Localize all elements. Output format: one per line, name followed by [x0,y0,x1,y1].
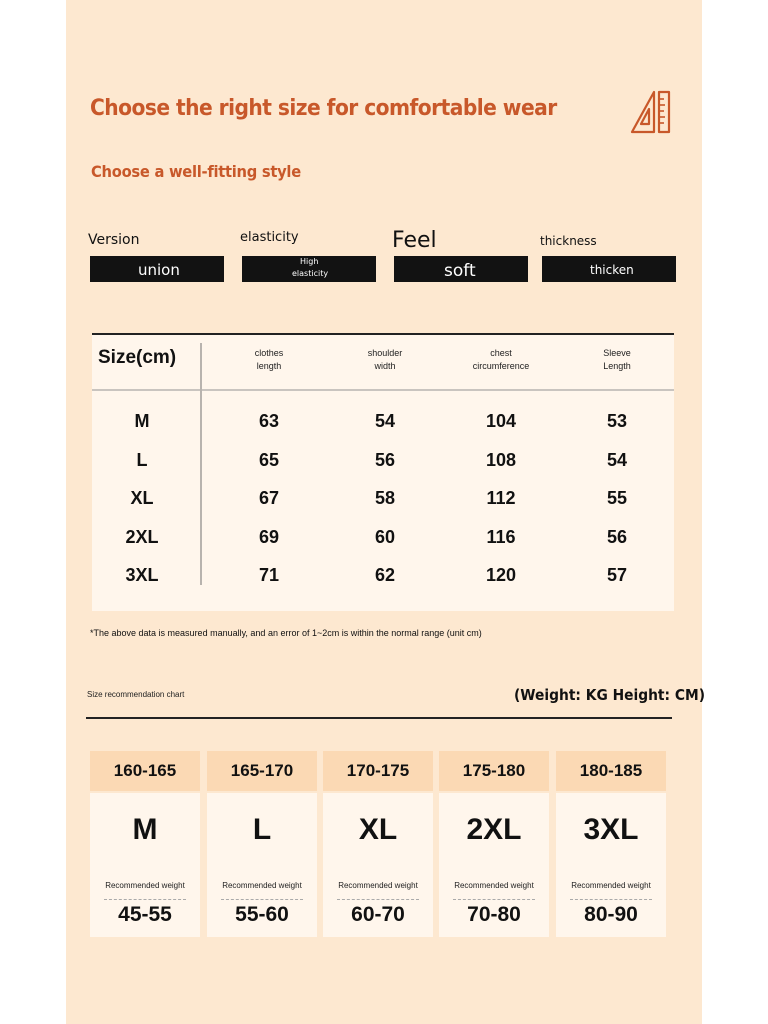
feature-value: thicken [590,263,634,277]
weight-caption: Recommended weight [454,881,534,890]
size-guide-page [66,0,706,1024]
value-cell: 54 [606,450,628,470]
dashed-divider [104,899,186,900]
value-cell: 57 [606,565,628,585]
page-title: Choose the right size for comfortable wear [90,96,557,121]
height-range: 175-180 [439,751,549,791]
table-top-rule [92,333,674,335]
card-body [90,793,200,937]
weight-caption: Recommended weight [222,881,302,890]
dashed-divider [453,899,535,900]
feature-label: Version [88,232,140,248]
column-header-line1: shoulder [367,348,403,358]
feature-feel [392,228,528,288]
value-cell: 112 [486,488,516,508]
height-range: 170-175 [323,751,433,791]
height-range: 160-165 [90,751,200,791]
weight-range: 80-90 [584,903,638,926]
column-header-line2: circumference [472,361,530,371]
recommendation-rule [86,717,672,719]
feature-version [88,228,224,288]
card-body [556,793,666,937]
column-header-shoulder-width [330,347,440,373]
value-cell: 63 [258,411,280,431]
value-cell: 56 [606,527,628,547]
weight-caption: Recommended weight [105,881,185,890]
recommendation-units: (Weight: KG Height: CM) [514,686,706,704]
dashed-divider [337,899,419,900]
measurement-note: *The above data is measured manually, and an error of 1~2cm is within the normal range (unit cm) [90,628,482,638]
feature-value: union [138,261,180,279]
size-card [207,751,317,937]
feature-bar [394,256,528,282]
value-cell: 58 [374,488,396,508]
value-cell: 55 [606,488,628,508]
feature-thickness [540,228,676,288]
feature-elasticity [240,228,376,288]
value-cell: 104 [485,411,517,431]
size-cell: 2XL [125,527,159,547]
feature-bar [90,256,224,282]
dashed-divider [221,899,303,900]
recommendation-label: Size recommendation chart [87,690,185,699]
value-cell: 69 [258,527,280,547]
table-row [92,411,674,441]
value-cell: 120 [485,565,517,585]
value-cell: 65 [258,450,280,470]
size-card [90,751,200,937]
ruler-triangle-logo-icon [630,88,674,136]
card-body [323,793,433,937]
table-row [92,565,674,595]
recommended-size: 3XL [583,813,639,846]
column-header-line2: Length [603,361,631,371]
value-cell: 116 [486,527,516,547]
size-cell: M [134,411,150,431]
feature-bar [242,256,376,282]
column-header-chest-circumference [446,347,556,373]
value-cell: 60 [374,527,396,547]
weight-caption: Recommended weight [571,881,651,890]
column-header-line2: length [256,361,282,371]
feature-label: thickness [540,234,597,248]
recommended-size: L [252,813,272,846]
height-range: 165-170 [207,751,317,791]
value-cell: 71 [258,565,280,585]
column-header-clothes-length [214,347,324,373]
size-cell: XL [130,488,154,508]
feature-value-line1: High [300,257,319,266]
card-body [207,793,317,937]
weight-range: 55-60 [235,903,289,926]
table-row [92,527,674,557]
weight-caption: Recommended weight [338,881,418,890]
column-header-sleeve-length [562,347,672,373]
column-header-line1: clothes [254,348,284,358]
table-header-divider [92,389,674,391]
value-cell: 53 [606,411,628,431]
size-cell: L [136,450,148,470]
card-body [439,793,549,937]
feature-label: elasticity [240,230,299,245]
feature-label: Feel [392,228,437,253]
size-column-header: Size(cm) [98,347,177,368]
page-subtitle: Choose a well-fitting style [91,162,301,181]
recommended-size: XL [358,813,398,846]
size-table [92,333,674,611]
feature-value-line2: elasticity [292,269,329,278]
dashed-divider [570,899,652,900]
size-card [556,751,666,937]
size-card [323,751,433,937]
feature-bar [542,256,676,282]
size-cell: 3XL [125,565,159,585]
table-row [92,450,674,480]
recommended-size: 2XL [466,813,522,846]
value-cell: 67 [258,488,280,508]
weight-range: 70-80 [467,903,521,926]
size-card [439,751,549,937]
column-header-line1: chest [490,348,512,358]
weight-range: 45-55 [118,903,172,926]
weight-range: 60-70 [351,903,405,926]
column-header-line2: width [374,361,396,371]
value-cell: 108 [485,450,517,470]
value-cell: 54 [374,411,396,431]
table-row [92,488,674,518]
value-cell: 56 [374,450,396,470]
value-cell: 62 [374,565,396,585]
height-range: 180-185 [556,751,666,791]
recommended-size: M [132,813,158,846]
feature-value: soft [444,261,476,281]
column-header-line1: Sleeve [603,348,631,358]
